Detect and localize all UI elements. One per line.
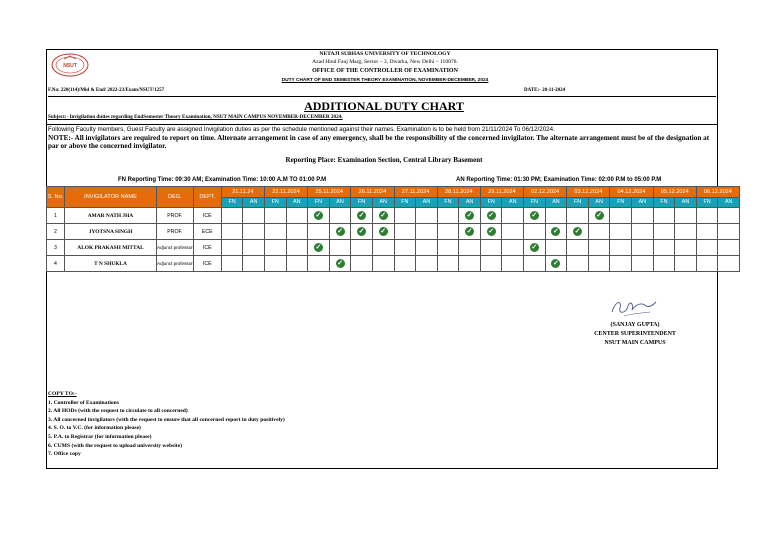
duty-slot — [545, 256, 567, 272]
check-icon: ✓ — [488, 228, 495, 235]
date-header: 22.11.2024 — [264, 187, 307, 198]
date-header: 29.11.2024 — [480, 187, 523, 198]
duty-slot — [588, 224, 610, 240]
signatory-name: (SANJAY GUPTA) — [610, 322, 660, 328]
duty-slot — [221, 256, 243, 272]
duty-slot — [524, 256, 546, 272]
duty-slot — [308, 256, 330, 272]
date-header: 21.11.24 — [221, 187, 264, 198]
check-icon: ✓ — [337, 228, 343, 235]
shift-fn-header: FN — [221, 197, 243, 208]
duty-slot — [243, 240, 265, 256]
duty-slot — [610, 224, 632, 240]
fn-reporting-time: FN Reporting Time: 09:30 AM; Examination Time: 10:00 A.M TO 01:00 P.M — [118, 177, 327, 183]
row-sno: 4 — [47, 256, 65, 272]
duty-slot — [437, 256, 459, 272]
shift-an-header: AN — [372, 197, 394, 208]
date-header: 27.11.2024 — [394, 187, 437, 198]
shift-fn-header: FN — [264, 197, 286, 208]
file-number: F.No: 220(114)/Mid & End/ 2022-23/Exam/NSUT/1257 — [48, 88, 165, 93]
duty-slot — [394, 240, 416, 256]
table-row — [47, 208, 740, 224]
duty-slot — [718, 208, 740, 224]
shift-fn-header: FN — [696, 197, 718, 208]
copy-to-item: 1. Controller of Examinations — [48, 399, 119, 406]
duty-slot — [286, 224, 308, 240]
duty-slot — [502, 208, 524, 224]
note-text: NOTE:- All invigilators are required to report on time. Alternate arrangement in case of any emergency, shall be the responsibility of the concerned invigilator. The alternate arrangement must be of the designation at par or above the concerned invigilator. — [48, 134, 710, 150]
check-icon: ✓ — [574, 228, 581, 235]
duty-slot — [653, 224, 675, 240]
duty-slot — [524, 208, 546, 224]
check-icon: ✓ — [488, 212, 495, 219]
duty-slot — [221, 208, 243, 224]
check-icon: ✓ — [596, 212, 603, 219]
issue-date: DATE:- 20-11-2024 — [524, 88, 566, 93]
check-icon: ✓ — [315, 244, 322, 251]
date-header: 02.12.2024 — [524, 187, 567, 198]
duty-slot — [675, 224, 697, 240]
date-header: 26.11.2024 — [351, 187, 394, 198]
shift-an-header: AN — [502, 197, 524, 208]
duty-slot — [632, 208, 654, 224]
duty-slot — [394, 256, 416, 272]
copy-to-list — [48, 390, 285, 459]
duty-slot — [394, 224, 416, 240]
reference-line — [48, 88, 716, 97]
duty-slot — [502, 224, 524, 240]
row-sno: 3 — [47, 240, 65, 256]
check-icon: ✓ — [466, 228, 473, 235]
check-icon: ✓ — [380, 212, 387, 219]
duty-slot — [351, 240, 373, 256]
duty-slot — [502, 256, 524, 272]
shift-fn-header: FN — [480, 197, 502, 208]
shift-an-header: AN — [329, 197, 351, 208]
duty-table — [46, 186, 740, 272]
schedule-notice: Following Faculty members, Guest Faculty are assigned Invigilation duties as per the schedule mentioned against their names. Examination is to be held from 21/11/2024 To 06/12/2024. — [48, 126, 555, 133]
duty-slot — [567, 240, 589, 256]
duty-slot — [264, 224, 286, 240]
duty-slot — [329, 208, 351, 224]
duty-slot — [416, 208, 438, 224]
duty-slot — [459, 208, 481, 224]
duty-slot — [610, 256, 632, 272]
duty-slot — [372, 240, 394, 256]
copy-to-item: 5. P.A. to Registrar (for information please) — [48, 433, 152, 440]
duty-slot — [351, 224, 373, 240]
duty-slot — [675, 256, 697, 272]
reporting-place: Reporting Place: Examination Section, Central Library Basement — [285, 156, 483, 164]
duty-slot — [437, 240, 459, 256]
duty-slot — [372, 208, 394, 224]
duty-slot — [459, 224, 481, 240]
shift-fn-header: FN — [437, 197, 459, 208]
duty-slot — [675, 240, 697, 256]
duty-slot — [567, 208, 589, 224]
duty-slot — [545, 240, 567, 256]
duty-slot — [610, 240, 632, 256]
duty-slot — [567, 256, 589, 272]
duty-slot — [480, 240, 502, 256]
duty-slot — [351, 208, 373, 224]
duty-slot — [329, 256, 351, 272]
duty-slot — [653, 208, 675, 224]
duty-slot — [696, 224, 718, 240]
duty-slot — [718, 240, 740, 256]
duty-slot — [243, 208, 265, 224]
invigilator-name: T N SHUKLA — [65, 256, 157, 272]
col-designation-header: DEG. — [157, 187, 194, 208]
shift-an-header: AN — [545, 197, 567, 208]
duty-slot — [372, 256, 394, 272]
shift-an-header: AN — [459, 197, 481, 208]
duty-slot — [567, 224, 589, 240]
shift-fn-header: FN — [653, 197, 675, 208]
shift-an-header: AN — [243, 197, 265, 208]
check-icon: ✓ — [466, 212, 473, 219]
shift-an-header: AN — [588, 197, 610, 208]
duty-slot — [286, 240, 308, 256]
duty-slot — [329, 224, 351, 240]
shift-fn-header: FN — [524, 197, 546, 208]
shift-fn-header: FN — [308, 197, 330, 208]
duty-slot — [588, 240, 610, 256]
check-icon: ✓ — [337, 260, 343, 267]
duty-slot — [524, 224, 546, 240]
shift-fn-header: FN — [610, 197, 632, 208]
check-icon: ✓ — [531, 244, 538, 251]
date-header: 25.11.2024 — [308, 187, 351, 198]
an-reporting-time: AN Reporting Time: 01:30 PM; Examination Time: 02:00 P.M to 05:00 P.M — [456, 177, 662, 183]
department: ECE — [193, 224, 221, 240]
copy-to-title: COPY TO:- — [48, 391, 77, 397]
duty-slot — [416, 256, 438, 272]
designation: PROF. — [157, 224, 194, 240]
divider — [46, 124, 718, 125]
duty-slot — [243, 224, 265, 240]
check-icon: ✓ — [531, 212, 538, 219]
duty-slot — [718, 256, 740, 272]
duty-slot — [264, 240, 286, 256]
table-row — [47, 240, 740, 256]
designation: Adjunct professor — [157, 256, 194, 272]
date-header: 06.12.2024 — [696, 187, 739, 198]
duty-slot — [632, 224, 654, 240]
copy-to-item: 2. All HODs (with the request to circulate to all concerned) — [48, 408, 188, 415]
duty-slot — [653, 240, 675, 256]
signatory-role: CENTER SUPERINTENDENT — [594, 331, 676, 337]
department: ICE — [193, 208, 221, 224]
page-title: ADDITIONAL DUTY CHART — [304, 99, 464, 113]
duty-slot — [286, 208, 308, 224]
designation: PROF. — [157, 208, 194, 224]
shift-an-header: AN — [286, 197, 308, 208]
date-header: 28.11.2024 — [437, 187, 480, 198]
university-logo — [51, 53, 89, 77]
shift-an-header: AN — [416, 197, 438, 208]
duty-slot — [372, 224, 394, 240]
shift-fn-header: FN — [567, 197, 589, 208]
duty-slot — [718, 224, 740, 240]
duty-slot — [329, 240, 351, 256]
designation: Adjunct professor — [157, 240, 194, 256]
shift-fn-header: FN — [394, 197, 416, 208]
duty-slot — [632, 240, 654, 256]
row-sno: 2 — [47, 224, 65, 240]
signatory-campus: NSUT MAIN CAMPUS — [604, 340, 666, 346]
shift-an-header: AN — [632, 197, 654, 208]
date-header: 05.12.2024 — [653, 187, 696, 198]
col-sno-header: S. No. — [47, 187, 65, 208]
check-icon: ✓ — [358, 228, 365, 235]
duty-slot — [524, 240, 546, 256]
duty-slot — [459, 256, 481, 272]
duty-slot — [416, 224, 438, 240]
duty-slot — [480, 224, 502, 240]
duty-slot — [308, 224, 330, 240]
duty-slot — [308, 208, 330, 224]
duty-slot — [394, 208, 416, 224]
duty-slot — [243, 256, 265, 272]
duty-slot — [221, 240, 243, 256]
invigilator-name: JYOTSNA SINGH — [65, 224, 157, 240]
logo-text: NSUT — [63, 63, 77, 69]
copy-to-item: 7. Office copy — [48, 451, 81, 458]
duty-slot — [502, 240, 524, 256]
department: ICE — [193, 256, 221, 272]
check-icon: ✓ — [315, 212, 322, 219]
check-icon: ✓ — [553, 228, 559, 235]
department: ICE — [193, 240, 221, 256]
invigilator-name: ALOK PRAKASH MITTAL — [65, 240, 157, 256]
shift-fn-header: FN — [351, 197, 373, 208]
duty-slot — [264, 208, 286, 224]
row-sno: 1 — [47, 208, 65, 224]
invigilator-name: AMAR NATH JHA — [65, 208, 157, 224]
copy-to-item: 6. CUMS (with the request to upload university website) — [48, 442, 182, 449]
duty-slot — [696, 240, 718, 256]
duty-slot — [632, 256, 654, 272]
duty-slot — [480, 256, 502, 272]
duty-slot — [588, 256, 610, 272]
office-name: OFFICE OF THE CONTROLLER OF EXAMINATION — [312, 68, 458, 74]
check-icon: ✓ — [380, 228, 387, 235]
copy-to-item: 4. S. O. to V.C. (for information please) — [48, 425, 141, 432]
date-header: 04.12.2024 — [610, 187, 653, 198]
duty-slot — [480, 208, 502, 224]
duty-slot — [459, 240, 481, 256]
university-name: NETAJI SUBHAS UNIVERSITY OF TECHNOLOGY — [319, 51, 451, 57]
duty-slot — [351, 256, 373, 272]
shift-an-header: AN — [675, 197, 697, 208]
duty-slot — [416, 240, 438, 256]
duty-slot — [221, 224, 243, 240]
table-row — [47, 224, 740, 240]
col-name-header: INVIGILATOR NAME — [65, 187, 157, 208]
duty-slot — [437, 224, 459, 240]
table-row — [47, 256, 740, 272]
subject-line: Subject:- Invigilation duties regarding EndSemester Theory Examination, NSUT MAIN CAMPUS NOVEMBER-DECEMBER 2024. — [48, 114, 343, 120]
duty-slot — [610, 208, 632, 224]
duty-slot — [545, 208, 567, 224]
duty-slot — [437, 208, 459, 224]
date-header: 03.12.2024 — [567, 187, 610, 198]
signature-image — [606, 294, 660, 320]
check-icon: ✓ — [553, 260, 559, 267]
duty-slot — [675, 208, 697, 224]
university-address: Azad Hind Fauj Marg, Sector – 3, Dwarka, New Delhi – 110078. — [312, 59, 458, 65]
duty-chart-heading: DUTY CHART OF END SEMESTER THEORY EXAMINATION, NOVEMBER-DECEMBER, 2024 — [281, 78, 489, 83]
copy-to-item: 3. All concerned invigilators (with the request to ensure that all concerned report in duty positively) — [48, 416, 285, 423]
duty-slot — [588, 208, 610, 224]
duty-slot — [696, 256, 718, 272]
duty-slot — [545, 224, 567, 240]
check-icon: ✓ — [358, 212, 365, 219]
shift-an-header: AN — [718, 197, 740, 208]
col-dept-header: DEPT. — [193, 187, 221, 208]
duty-slot — [653, 256, 675, 272]
duty-slot — [696, 208, 718, 224]
duty-slot — [264, 256, 286, 272]
duty-slot — [308, 240, 330, 256]
duty-slot — [286, 256, 308, 272]
